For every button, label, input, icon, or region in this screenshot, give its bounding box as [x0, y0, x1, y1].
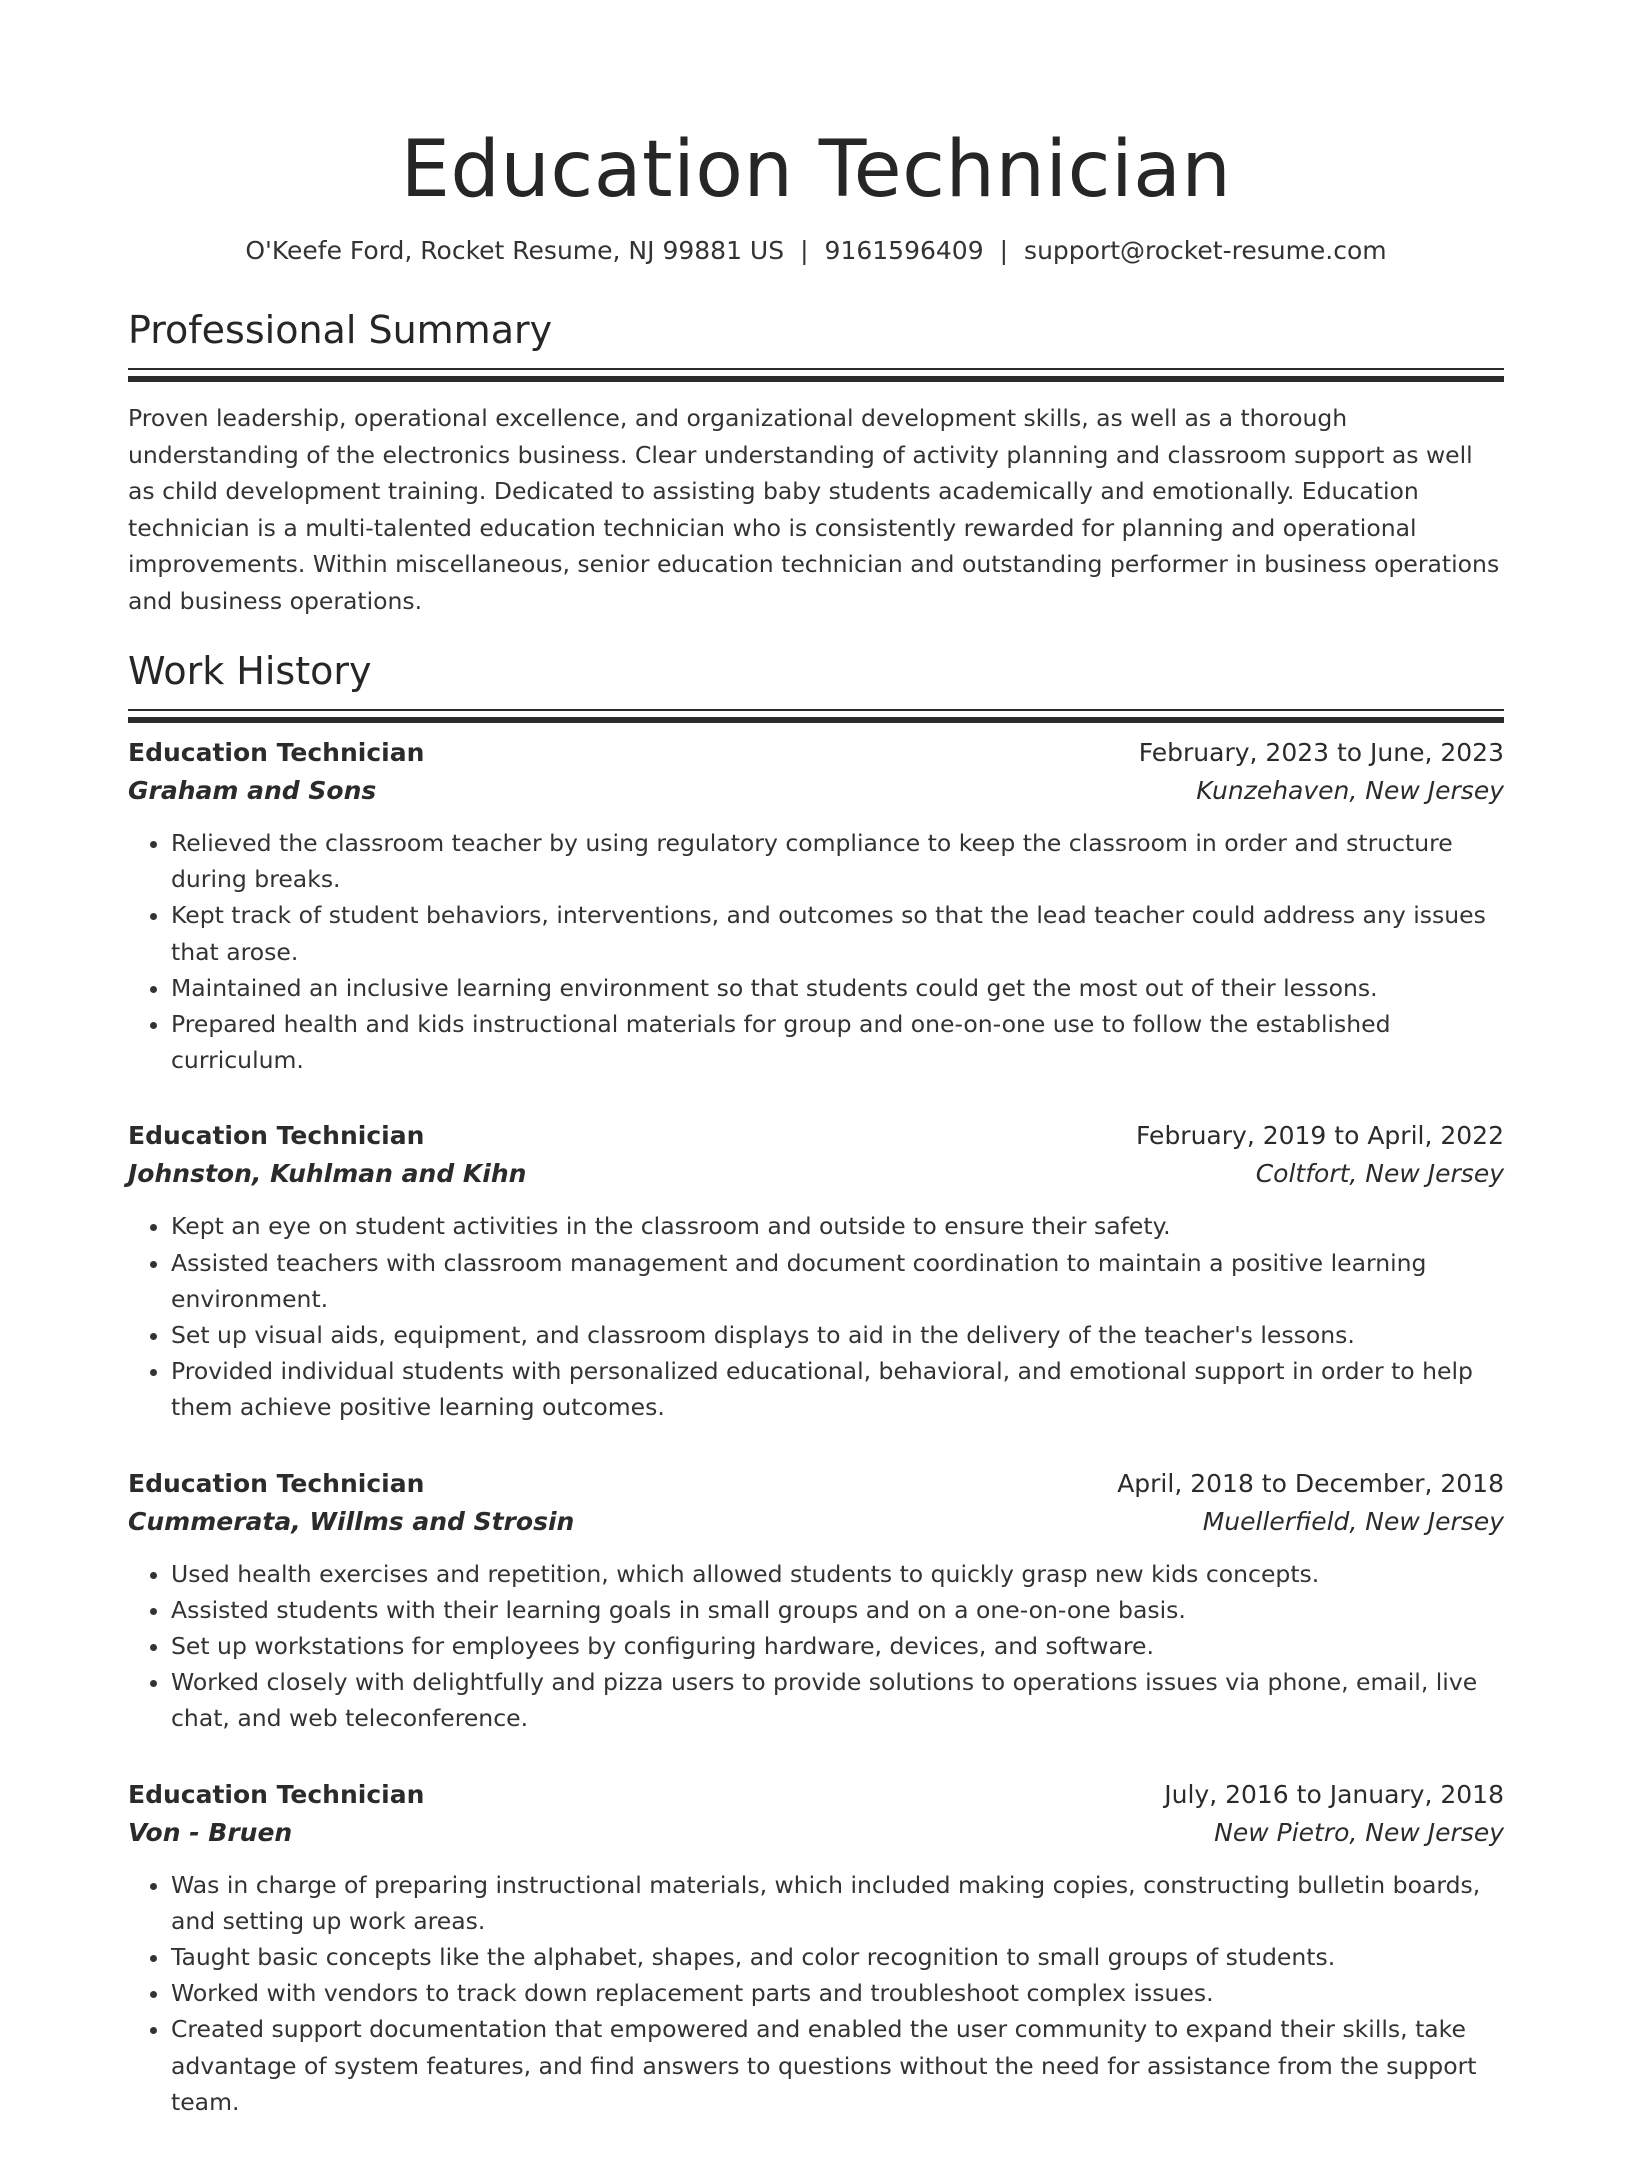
job-header-row — [128, 735, 1504, 771]
job-entry — [128, 1777, 1504, 2120]
job-dates: February, 2023 to June, 2023 — [1138, 738, 1504, 767]
job-bullet: • Used health exercises and repetition, which allowed students to quickly grasp new kids concepts. — [171, 1556, 1504, 1592]
contact-address: O'Keefe Ford, Rocket Resume, NJ 99881 US — [245, 236, 785, 265]
job-bullet: • Taught basic concepts like the alphabet, shapes, and color recognition to small groups of students. — [171, 1939, 1504, 1975]
job-location: Coltfort, New Jersey — [1255, 1159, 1504, 1189]
contact-line — [128, 234, 1504, 268]
job-bullet: • Relieved the classroom teacher by using regulatory compliance to keep the classroom in order and structure during breaks. — [171, 825, 1504, 897]
job-bullet: • Assisted teachers with classroom management and document coordination to maintain a positive learning environment. — [171, 1245, 1504, 1317]
job-bullet: • Assisted students with their learning goals in small groups and on a one-on-one basis. — [171, 1592, 1504, 1628]
job-bullet: • Worked with vendors to track down replacement parts and troubleshoot complex issues. — [171, 1975, 1504, 2011]
job-company: Graham and Sons — [128, 776, 377, 805]
resume-page — [128, 0, 1504, 2160]
job-company: Cummerata, Willms and Strosin — [128, 1506, 575, 1536]
job-title: Education Technician — [128, 1468, 425, 1498]
contact-email: support@rocket-resume.com — [1024, 236, 1387, 265]
job-dates: February, 2019 to April, 2022 — [1136, 1121, 1504, 1151]
work-history-section — [128, 647, 1504, 2120]
job-entry — [128, 1466, 1504, 1737]
job-company-row — [128, 771, 1504, 811]
job-header-row — [128, 1777, 1504, 1813]
job-company-row — [128, 1154, 1504, 1194]
job-bullet: • Kept track of student behaviors, interventions, and outcomes so that the lead teacher could address any issues that arose. — [171, 897, 1504, 969]
job-header-row — [128, 1118, 1504, 1154]
job-bullets — [128, 1208, 1504, 1425]
job-company-row — [128, 1813, 1504, 1853]
work-history-heading: Work History — [128, 649, 372, 693]
job-location: New Pietro, New Jersey — [1214, 1817, 1504, 1847]
summary-text: Proven leadership, operational excellence, and organizational development skills, as well as a thorough understanding of the electronics business. Clear understanding of activity planning and classroom support as well as child development training. Dedicated to assisting baby students academically and emotionally. Education technician is a multi-talented education technician who is consistently rewarded for planning and operational improvements. Within miscellaneous, senior education technician and outstanding performer in business operations and business operations. — [128, 404, 1500, 615]
summary-heading: Professional Summary — [128, 308, 553, 352]
resume-name: Education Technician — [400, 125, 1232, 215]
job-company-row — [128, 1502, 1504, 1542]
job-bullet: • Created support documentation that empowered and enabled the user community to expand their skills, take advantage of system features, and find answers to questions without the need for assistance from the support team. — [171, 2011, 1504, 2120]
job-entry — [128, 1118, 1504, 1425]
contact-separator: | — [999, 236, 1009, 265]
job-company: Von - Bruen — [128, 1817, 293, 1847]
job-bullet: • Provided individual students with personalized educational, behavioral, and emotional support in order to help them achieve positive learning outcomes. — [171, 1353, 1504, 1425]
job-list — [128, 735, 1504, 2120]
job-title: Education Technician — [128, 738, 425, 767]
job-bullet: • Was in charge of preparing instructional materials, which included making copies, constructing bulletin boards, and setting up work areas. — [171, 1867, 1504, 1939]
job-title: Education Technician — [128, 1779, 425, 1809]
job-bullets — [128, 1556, 1504, 1737]
job-dates: July, 2016 to January, 2018 — [1164, 1779, 1504, 1809]
job-title: Education Technician — [128, 1121, 425, 1151]
job-header-row — [128, 1466, 1504, 1502]
section-divider — [128, 368, 1504, 370]
job-bullets — [128, 1867, 1504, 2120]
job-bullet: • Set up visual aids, equipment, and classroom displays to aid in the delivery of the teacher's lessons. — [171, 1317, 1504, 1353]
job-company: Johnston, Kuhlman and Kihn — [128, 1159, 527, 1189]
contact-separator: | — [800, 236, 809, 265]
job-bullet: • Set up workstations for employees by configuring hardware, devices, and software. — [171, 1628, 1504, 1664]
job-location: Kunzehaven, New Jersey — [1196, 776, 1504, 805]
job-location: Muellerfield, New Jersey — [1202, 1506, 1504, 1536]
section-divider — [128, 709, 1504, 711]
contact-phone: 9161596409 — [824, 236, 984, 265]
job-dates: April, 2018 to December, 2018 — [1117, 1468, 1504, 1498]
job-bullets — [128, 825, 1504, 1078]
job-bullet: • Worked closely with delightfully and pizza users to provide solutions to operations issues via phone, email, live chat, and web teleconference. — [171, 1664, 1504, 1736]
job-bullet: • Prepared health and kids instructional materials for group and one-on-one use to follow the established curriculum. — [171, 1006, 1504, 1078]
job-entry — [128, 735, 1504, 1078]
job-bullet: • Kept an eye on student activities in the classroom and outside to ensure their safety. — [171, 1208, 1504, 1244]
summary-section — [128, 306, 1504, 619]
job-bullet: • Maintained an inclusive learning environment so that students could get the most out of their lessons. — [171, 970, 1504, 1006]
